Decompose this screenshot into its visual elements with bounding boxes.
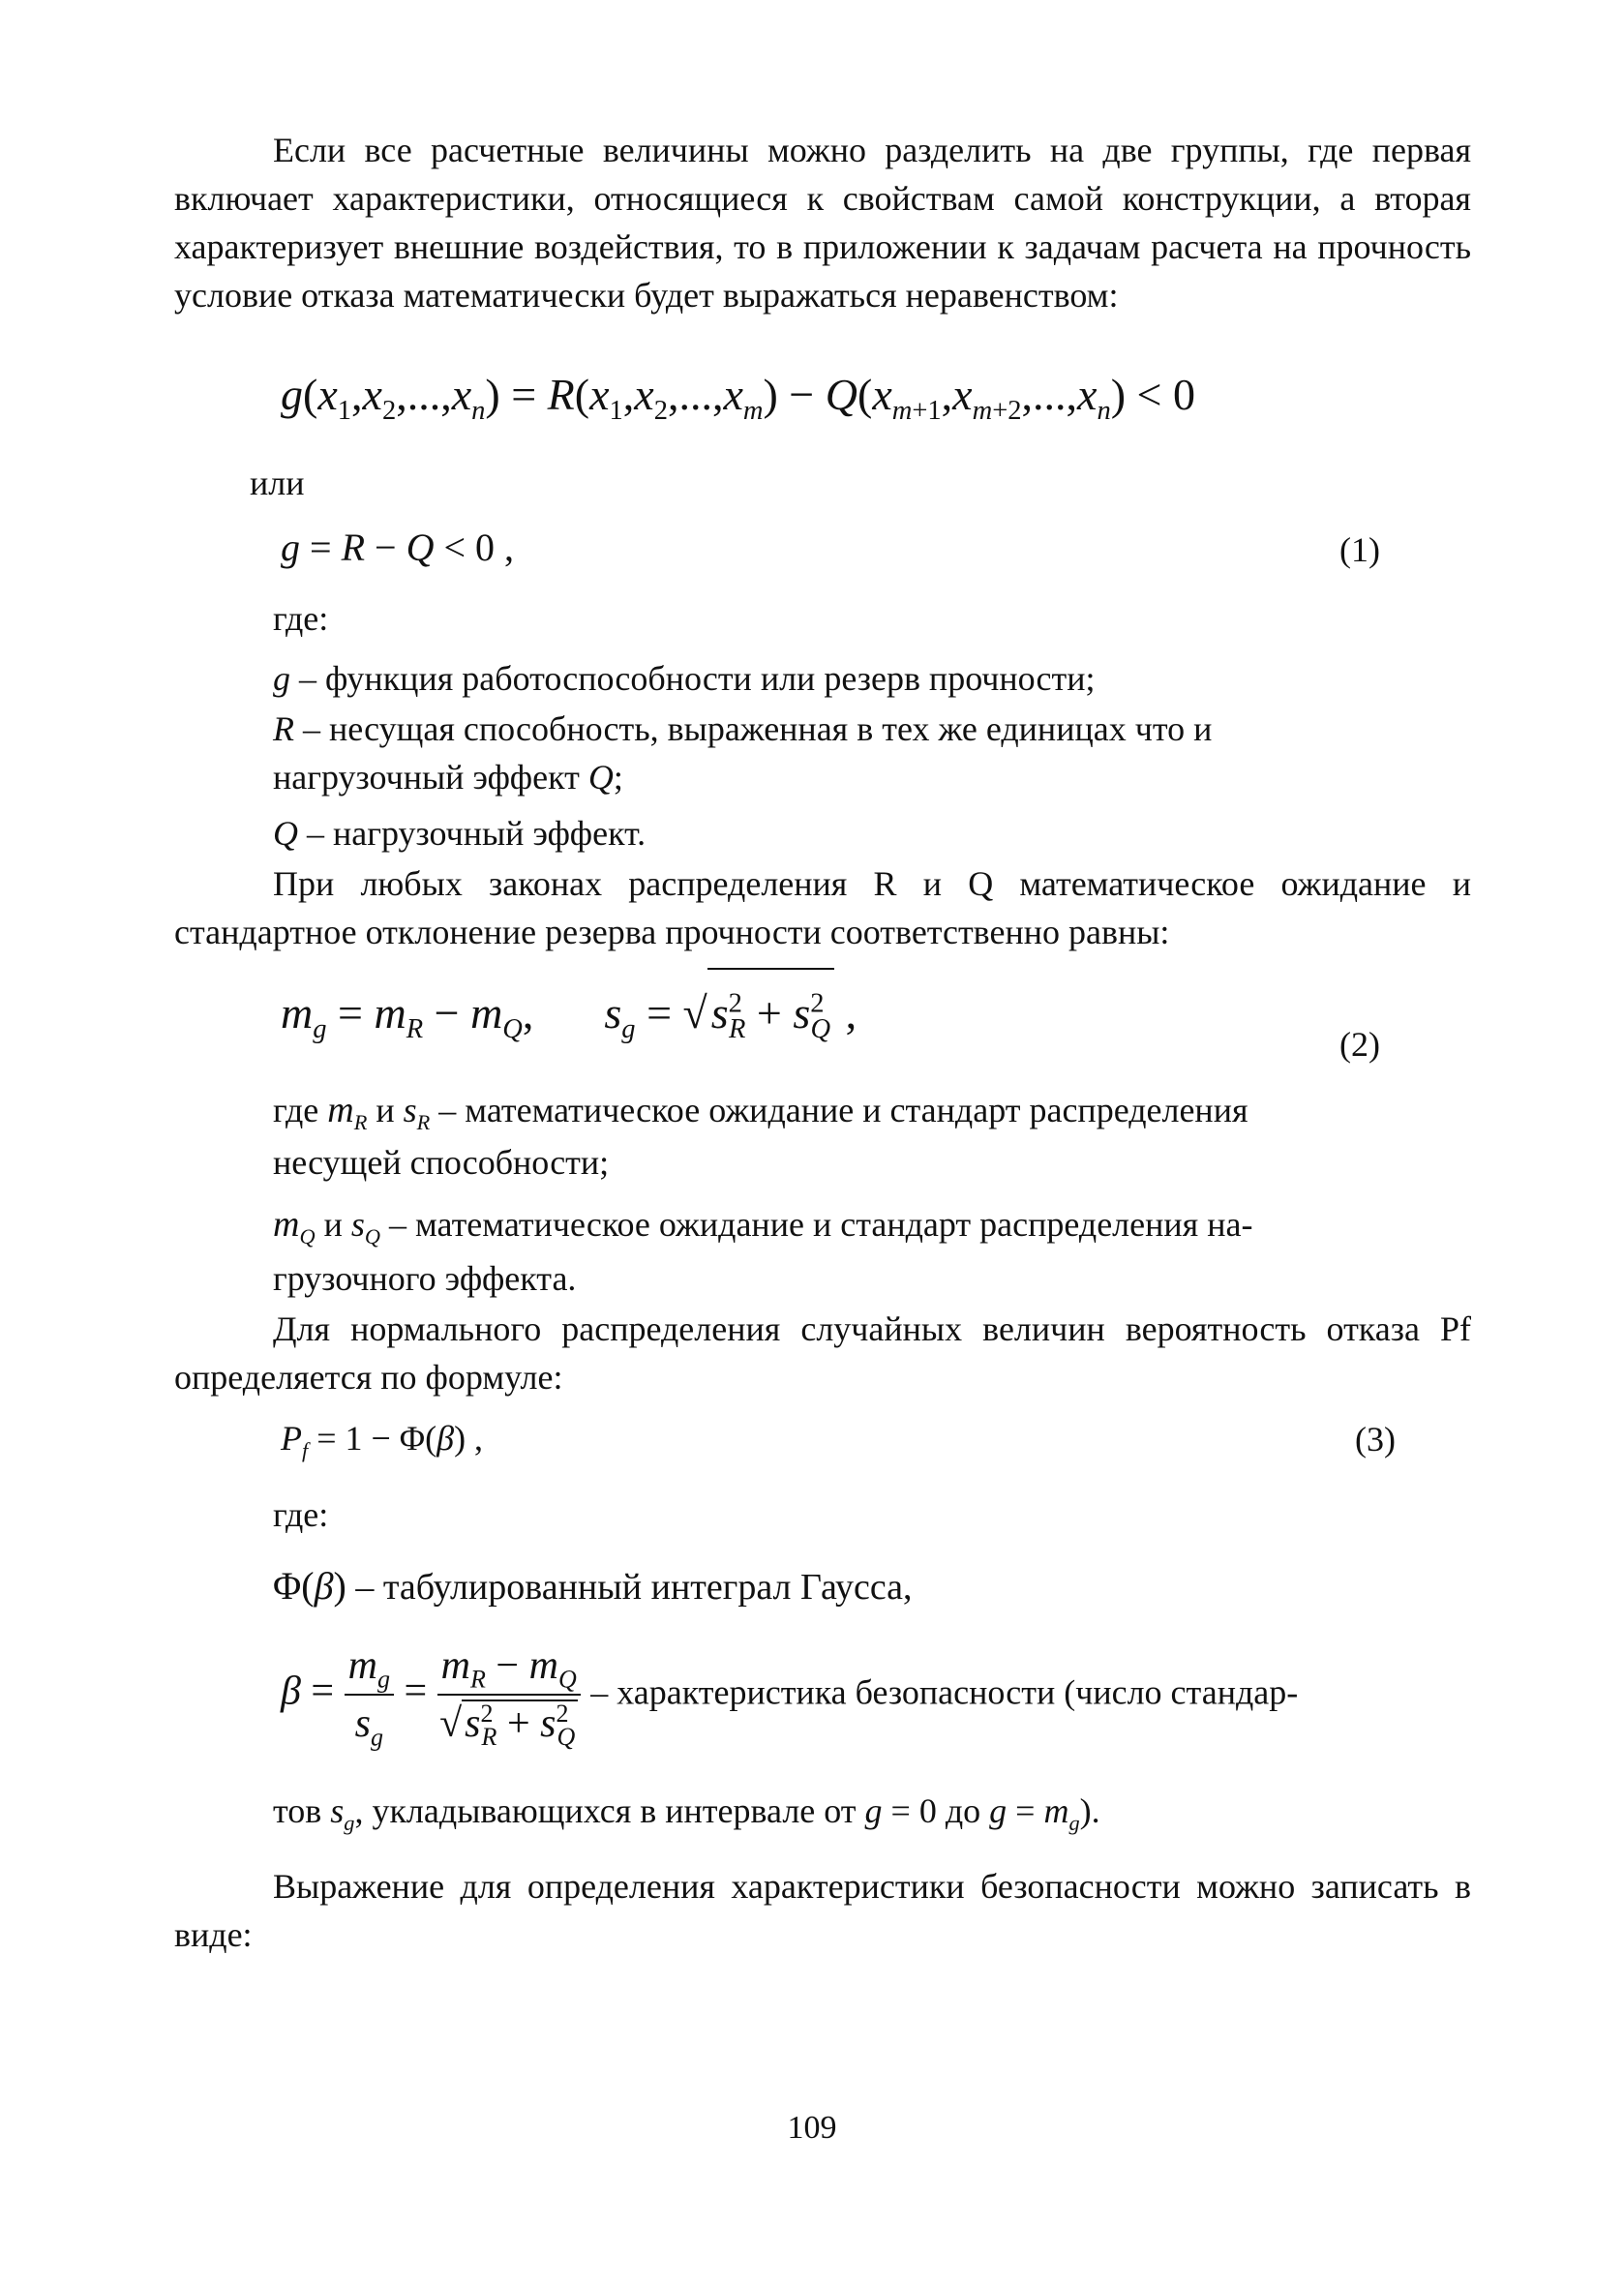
paragraph-normal-distribution-text: Для нормального распределения случайных величин вероятность отказа Pf определяется по формуле: — [174, 1309, 1471, 1397]
paragraph-moments: При любых законах распределения R и Q математическое ожидание и стандартное отклонение резерва прочности соответственно равны: — [174, 864, 1471, 951]
equation-number-1: (1) — [1339, 530, 1380, 569]
tov-word: тов — [273, 1791, 322, 1830]
definition-R-text: – несущая способность, выраженная в тех же единицах что и — [303, 709, 1213, 748]
page-number: 109 — [787, 2110, 837, 2146]
definition-g-text: – функция работоспособности или резерв прочности; — [299, 659, 1096, 698]
equation-3: $P_f = 1 - \Phi(\beta)$ , — [281, 1419, 484, 1463]
label-where-3: где: — [273, 1495, 329, 1534]
definition-mR-sR-line2: несущей способности; — [273, 1143, 610, 1182]
and-word: и — [376, 1091, 395, 1129]
paragraph-safety-expression: Выражение для определения характеристики безопасности можно записать в виде: — [174, 1867, 1471, 1954]
fraction-mg-sg: $\frac{m_g}{s_g}$ — [345, 1641, 394, 1748]
equation-beta: β = $\frac{m_g}{s_g}$ = $\frac{m_R - m_Q}{√s^2_R + s^2_Q}$ – характеристика безопасности (число стандар- — [281, 1643, 1299, 1752]
definition-beta-line2: тов $s_g$, укладывающихся в интервале от g = 0 до $g = m_g$). — [273, 1791, 1100, 1836]
definition-mQ-sQ-line2: грузочного эффекта. — [273, 1259, 577, 1298]
equation-2: $m_g = m_R - m_Q$, $s_g = √s^2_R + s^2_Q$ , — [281, 968, 857, 1057]
definition-Q-text: – нагрузочный эффект. — [307, 814, 647, 853]
definition-mQ-sQ-line1: $m_Q$ и $s_Q$ – математическое ожидание и стандарт распределения на- — [273, 1204, 1253, 1249]
sqrt-symbol: $√s^2_R + s^2_Q$ — [683, 968, 835, 1057]
do-word: до — [945, 1791, 981, 1830]
paragraph-intro: Если все расчетные величины можно разделить на две группы, где первая включает характеристики, относящиеся к свойствам самой конструкции, а вторая характеризует внешние воздействия, то в приложении к задачам расчета на прочность условие отказа математически будет выражаться неравенством: — [174, 131, 1471, 315]
definition-beta-text: – характеристика безопасности (число стандар- — [590, 1672, 1299, 1712]
label-where-1: где: — [273, 599, 329, 638]
and-word-2: и — [323, 1205, 343, 1244]
definition-mR-sR-line1: где $m_R$ и $s_R$ – математическое ожидание и стандарт распределения — [273, 1090, 1248, 1135]
paragraph-normal-distribution — [174, 1305, 1471, 1401]
equation-number-3: (3) — [1355, 1420, 1396, 1459]
definition-mQ-sQ-text: – математическое ожидание и стандарт распределения на- — [388, 1205, 1253, 1244]
definition-phi: Φ(β) – табулированный интеграл Гаусса, — [273, 1564, 913, 1608]
definition-R-line2: нагрузочный эффект Q; — [273, 758, 623, 797]
definition-Q: Q – нагрузочный эффект. — [273, 814, 647, 853]
equation-failure-condition: $g(x_1,x_2,...,x_n) = R(x_1,x_2,...,x_m) - Q(x_{m+1},x_{m+2},...,x_n) < 0$ — [281, 370, 1195, 427]
tov-mid-text: , укладывающихся в интервале от — [354, 1791, 857, 1830]
definition-R-text2: нагрузочный эффект — [273, 758, 580, 797]
definition-mR-sR-text: – математическое ожидание и стандарт распределения — [438, 1091, 1248, 1129]
equation-number-2: (2) — [1339, 1025, 1380, 1064]
where-word: где — [273, 1091, 319, 1129]
definition-phi-text: – табулированный интеграл Гаусса, — [355, 1567, 913, 1608]
equation-1: g = R − Q < 0 , — [281, 526, 515, 569]
definition-g: g – функция работоспособности или резерв прочности; — [273, 659, 1096, 698]
definition-R-line1: R – несущая способность, выраженная в тех же единицах что и — [273, 709, 1213, 748]
word-or: или — [250, 464, 305, 502]
fraction-mR-mQ: $\frac{m_R - m_Q}{√s^2_R + s^2_Q}$ — [437, 1641, 581, 1748]
